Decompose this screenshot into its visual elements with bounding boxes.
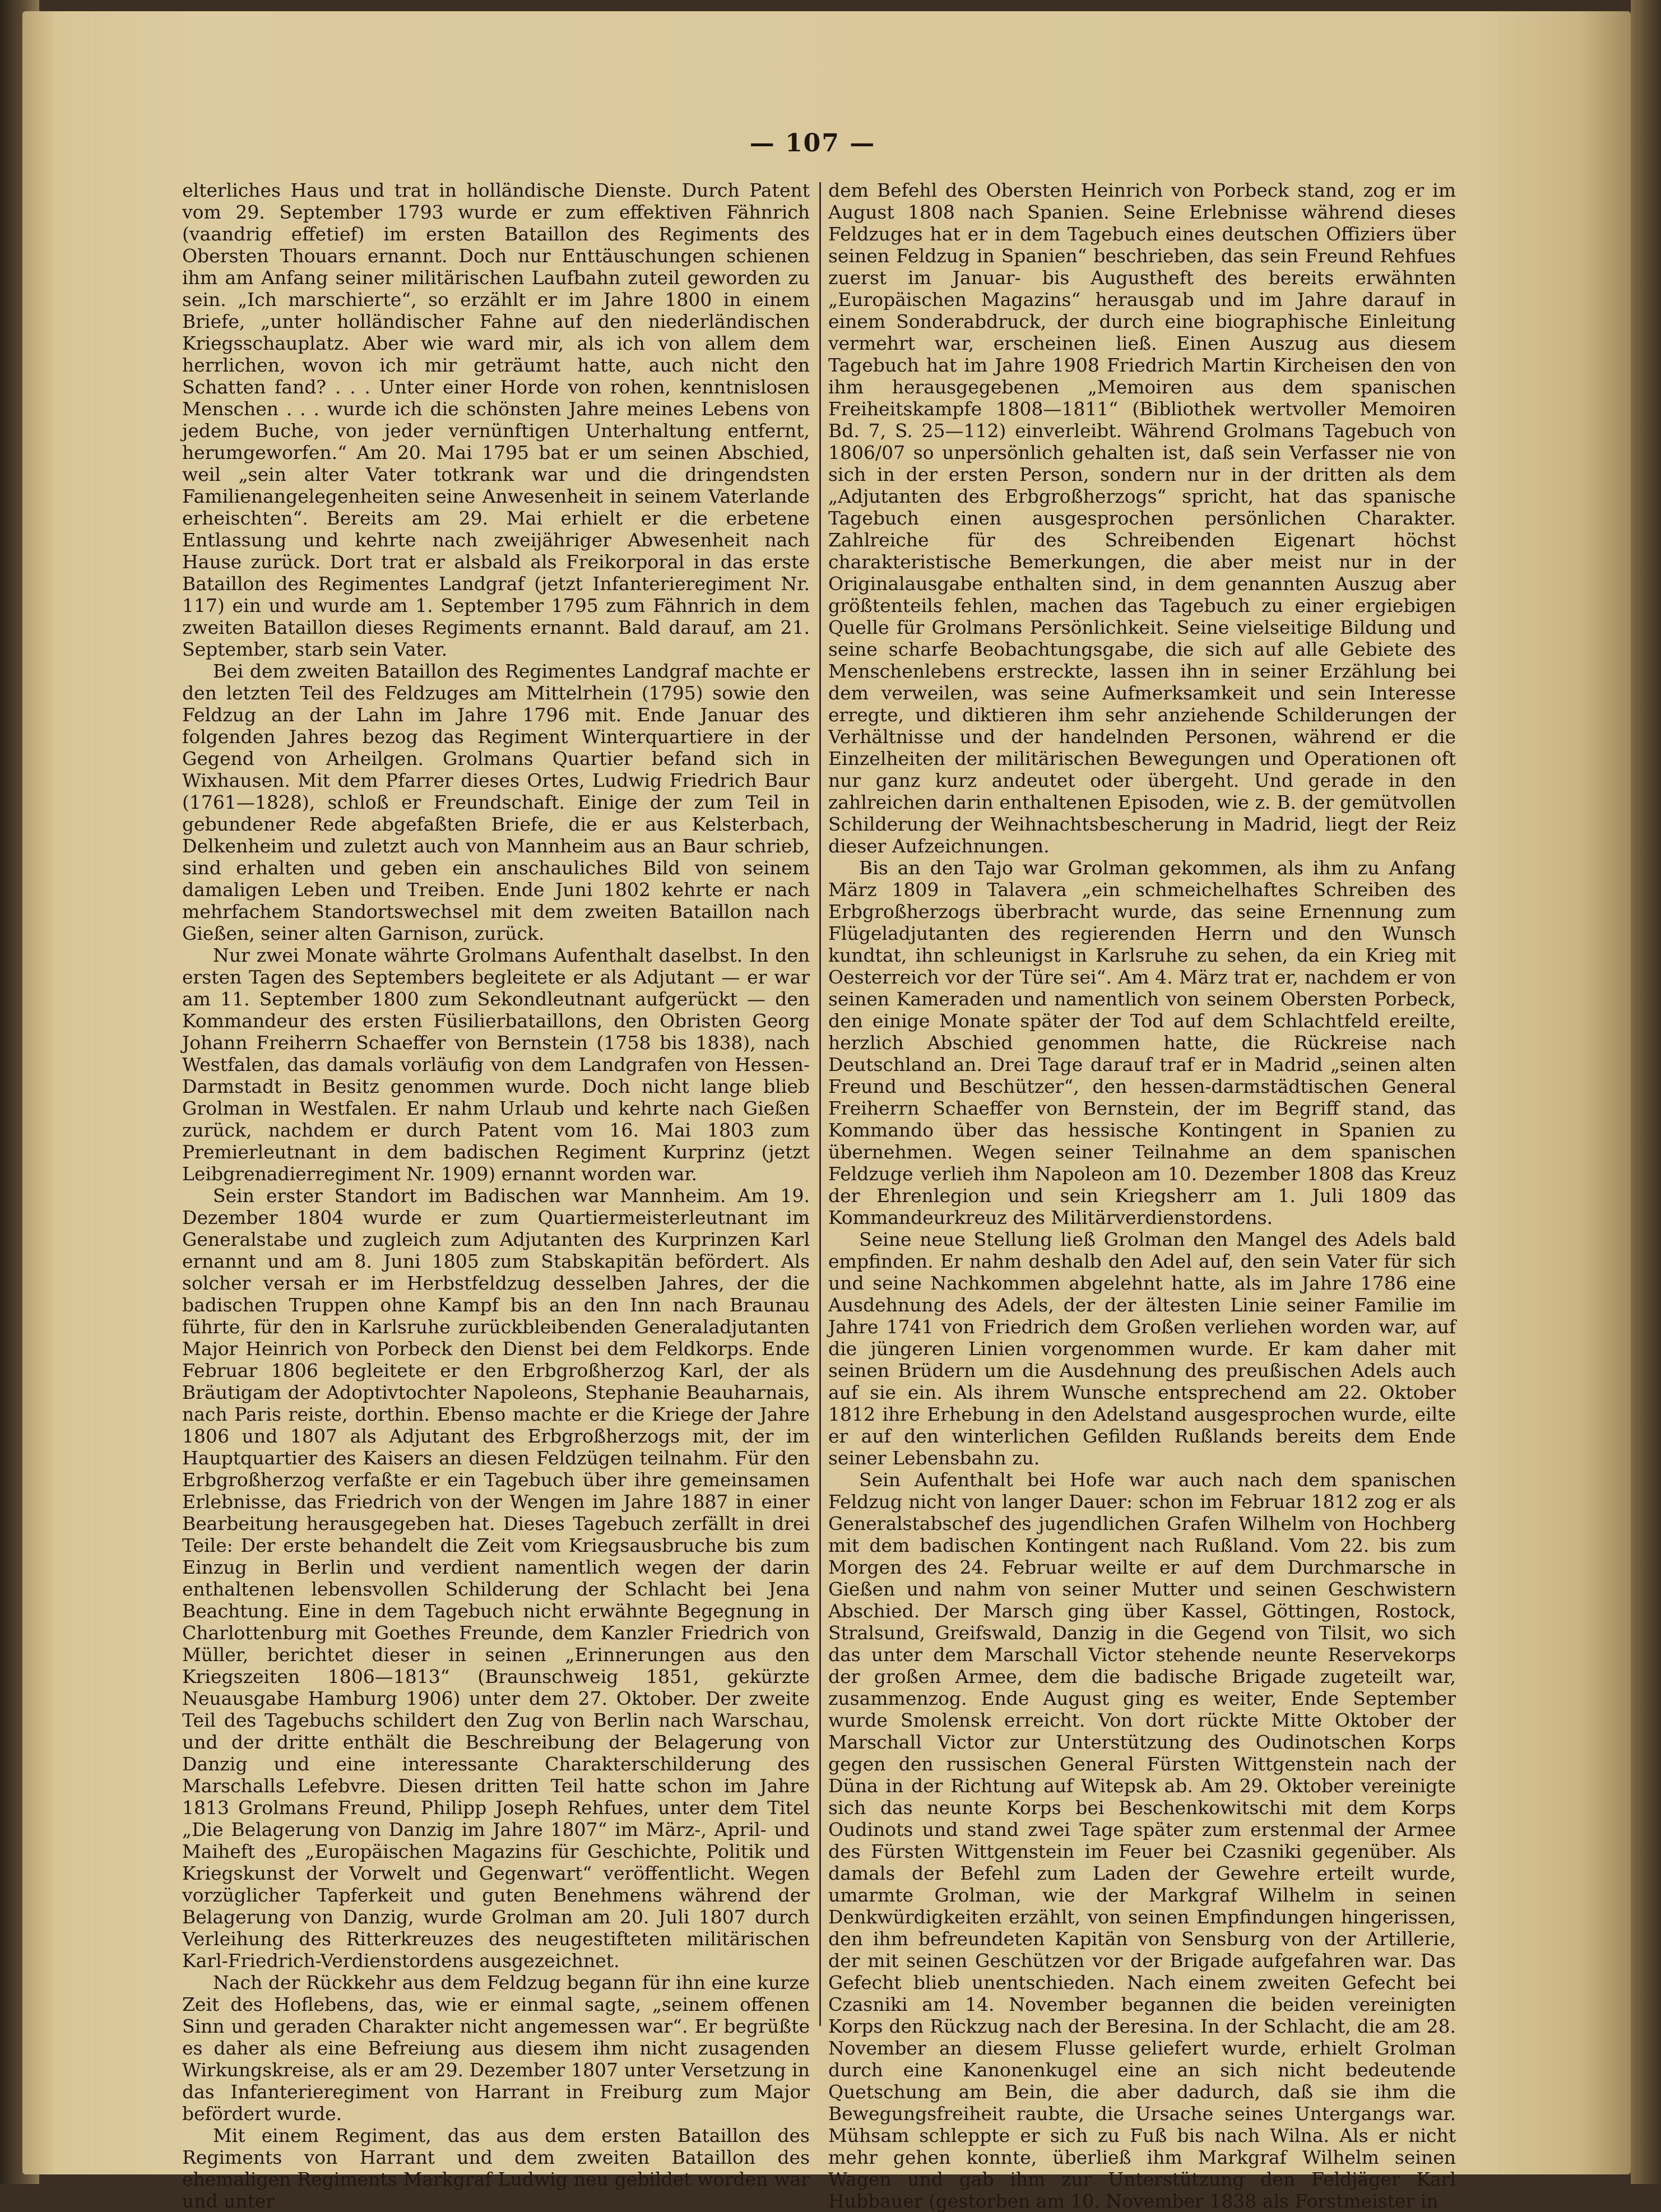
- paragraph: Seine neue Stellung ließ Grolman den Mangel des Adels bald empfinden. Er nahm deshalb den Adel auf, den sein Vater für sich und seine Nachkommen abgelehnt hatte, als im Jahre 1786 eine Ausdehnung des Adels, der der ältesten Linie seiner Familie im Jahre 1741 von Friedrich dem Großen verliehen worden war, auf die jüngeren Linien vorgenommen wurde. Er kam daher mit seinen Brüdern um die Ausdehnung des preußischen Adels auch auf sie ein. Als ihrem Wunsche entsprechend am 22. Oktober 1812 ihre Erhebung in den Adelstand ausgesprochen wurde, eilte er auf den winterlichen Gefilden Rußlands bereits dem Ende seiner Lebensbahn zu.: [828, 1228, 1456, 1469]
- page-number: — 107 —: [749, 129, 876, 157]
- paragraph: Nur zwei Monate währte Grolmans Aufenthalt daselbst. In den ersten Tagen des Septembers begleitete er als Adjutant — er war am 11. September 1800 zum Sekondleutnant aufgerückt — den Kommandeur des ersten Füsilierbataillons, den Obristen Georg Johann Freiherrn Schaeffer von Bernstein (1758 bis 1838), nach Westfalen, das damals vorläufig von dem Landgrafen von Hessen-Darmstadt in Besitz genommen wurde. Doch nicht lange blieb Grolman in Westfalen. Er nahm Urlaub und kehrte nach Gießen zurück, nachdem er durch Patent vom 16. Mai 1803 zum Premierleutnant in dem badischen Regiment Kurprinz (jetzt Leibgrenadierregiment Nr. 1909) ernannt worden war.: [182, 944, 810, 1185]
- paragraph: elterliches Haus und trat in holländische Dienste. Durch Patent vom 29. September 1793 wurde er zum effektiven Fähnrich (vaandrig effetief) im ersten Bataillon des Regiments des Obersten Thouars ernannt. Doch nur Enttäuschungen schienen ihm am Anfang seiner militärischen Laufbahn zuteil geworden zu sein. „Ich marschierte“, so erzählt er im Jahre 1800 in einem Briefe, „unter holländischer Fahne auf den niederländischen Kriegsschauplatz. Aber wie ward mir, als ich von allem dem herrlichen, wovon ich mir geträumt hatte, auch nicht den Schatten fand? . . . Unter einer Horde von rohen, kenntnislosen Menschen . . . wurde ich die schönsten Jahre meines Lebens von jedem Buche, von jeder vernünftigen Unterhaltung entfernt, herumgeworfen.“ Am 20. Mai 1795 bat er um seinen Abschied, weil „sein alter Vater totkrank war und die dringendsten Familienangelegenheiten seine Anwesenheit in seinem Vaterlande erheischten“. Bereits am 29. Mai erhielt er die erbetene Entlassung und kehrte nach zweijähriger Abwesenheit nach Hause zurück. Dort trat er alsbald als Freikorporal in das erste Bataillon des Regimentes Landgraf (jetzt Infanterieregiment Nr. 117) ein und wurde am 1. September 1795 zum Fähnrich in dem zweiten Bataillon dieses Regiments ernannt. Bald darauf, am 21. September, starb sein Vater.: [182, 179, 810, 660]
- paragraph: Sein erster Standort im Badischen war Mannheim. Am 19. Dezember 1804 wurde er zum Quartiermeisterleutnant im Generalstabe und zugleich zum Adjutanten des Kurprinzen Karl ernannt und am 8. Juni 1805 zum Stabskapitän befördert. Als solcher versah er im Herbstfeldzug desselben Jahres, der die badischen Truppen ohne Kampf bis an den Inn nach Braunau führte, für den in Karlsruhe zurückbleibenden Generaladjutanten Major Heinrich von Porbeck den Dienst bei dem Feldkorps. Ende Februar 1806 begleitete er den Erbgroßherzog Karl, der als Bräutigam der Adoptivtochter Napoleons, Stephanie Beauharnais, nach Paris reiste, dorthin. Ebenso machte er die Kriege der Jahre 1806 und 1807 als Adjutant des Erbgroßherzogs mit, der im Hauptquartier des Kaisers an diesen Feldzügen teilnahm. Für den Erbgroßherzog verfaßte er ein Tagebuch über ihre gemeinsamen Erlebnisse, das Friedrich von der Wengen im Jahre 1887 in einer Bearbeitung herausgegeben hat. Dieses Tagebuch zerfällt in drei Teile: Der erste behandelt die Zeit vom Kriegsausbruche bis zum Einzug in Berlin und verdient namentlich wegen der darin enthaltenen lebensvollen Schilderung der Schlacht bei Jena Beachtung. Eine in dem Tagebuch nicht erwähnte Begegnung in Charlottenburg mit Goethes Freunde, dem Kanzler Friedrich von Müller, berichtet dieser in seinen „Erinnerungen aus den Kriegszeiten 1806—1813“ (Braunschweig 1851, gekürzte Neuausgabe Hamburg 1906) unter dem 27. Oktober. Der zweite Teil des Tagebuchs schildert den Zug von Berlin nach Warschau, und der dritte enthält die Beschreibung der Belagerung von Danzig und eine interessante Charakterschilderung des Marschalls Lefebvre. Diesen dritten Teil hatte schon im Jahre 1813 Grolmans Freund, Philipp Joseph Rehfues, unter dem Titel „Die Belagerung von Danzig im Jahre 1807“ im März-, April- und Maiheft des „Europäischen Magazins für Geschichte, Politik und Kriegskunst der Vorwelt und Gegenwart“ veröffentlicht. Wegen vorzüglicher Tapferkeit und guten Benehmens während der Belagerung von Danzig, wurde Grolman am 20. Juli 1807 durch Verleihung des Ritterkreuzes des neugestifteten militärischen Karl-Friedrich-Verdienstordens ausgezeichnet.: [182, 1185, 810, 1972]
- column-divider: [819, 182, 821, 2026]
- paragraph: Bei dem zweiten Bataillon des Regimentes Landgraf machte er den letzten Teil des Feldzuges am Mittelrhein (1795) sowie den Feldzug an der Lahn im Jahre 1796 mit. Ende Januar des folgenden Jahres bezog das Regiment Winterquartiere in der Gegend von Arheilgen. Grolmans Quartier befand sich in Wixhausen. Mit dem Pfarrer dieses Ortes, Ludwig Friedrich Baur (1761—1828), schloß er Freundschaft. Einige der zum Teil in gebundener Rede abgefaßten Briefe, die er aus Kelsterbach, Delkenheim und zuletzt auch von Mannheim aus an Baur schrieb, sind erhalten und geben ein anschauliches Bild von seinem damaligen Leben und Treiben. Ende Juni 1802 kehrte er nach mehrfachem Standortswechsel mit dem zweiten Bataillon nach Gießen, seiner alten Garnison, zurück.: [182, 660, 810, 944]
- paragraph: Bis an den Tajo war Grolman gekommen, als ihm zu Anfang März 1809 in Talavera „ein schmeichelhaftes Schreiben des Erbgroßherzogs überbracht wurde, das seine Ernennung zum Flügeladjutanten des regierenden Herrn und den Wunsch kundtat, ihn schleunigst in Karlsruhe zu sehen, da ein Krieg mit Oesterreich vor der Türe sei“. Am 4. März trat er, nachdem er von seinen Kameraden und namentlich von seinem Obersten Porbeck, den einige Monate später der Tod auf dem Schlachtfeld ereilte, herzlich Abschied genommen hatte, die Rückreise nach Deutschland an. Drei Tage darauf traf er in Madrid „seinen alten Freund und Beschützer“, den hessen-darmstädtischen General Freiherrn Schaeffer von Bernstein, der im Begriff stand, das Kommando über das hessische Kontingent in Spanien zu übernehmen. Wegen seiner Teilnahme an dem spanischen Feldzuge verlieh ihm Napoleon am 10. Dezember 1808 das Kreuz der Ehrenlegion und sein Kriegsherr am 1. Juli 1809 das Kommandeurkreuz des Militärverdienstordens.: [828, 857, 1456, 1228]
- right-column: [828, 179, 1456, 2212]
- left-column: [182, 179, 810, 2212]
- paragraph: Sein Aufenthalt bei Hofe war auch nach dem spanischen Feldzug nicht von langer Dauer: schon im Februar 1812 zog er als Generalstabschef des jugendlichen Grafen Wilhelm von Hochberg mit dem badischen Kontingent nach Rußland. Vom 22. bis zum Morgen des 24. Februar weilte er auf dem Durchmarsche in Gießen und nahm von seiner Mutter und seinen Geschwistern Abschied. Der Marsch ging über Kassel, Göttingen, Rostock, Stralsund, Greifswald, Danzig in die Gegend von Tilsit, wo sich das unter dem Marschall Victor stehende neunte Reservekorps der großen Armee, dem die badische Brigade zugeteilt war, zusammenzog. Ende August ging es weiter, Ende September wurde Smolensk erreicht. Von dort rückte Mitte Oktober der Marschall Victor zur Unterstützung des Oudinotschen Korps gegen den russischen General Fürsten Wittgenstein nach der Düna in der Richtung auf Witepsk ab. Am 29. Oktober vereinigte sich das neunte Korps bei Beschenkowitschi mit dem Korps Oudinots und stand zwei Tage später zum erstenmal der Armee des Fürsten Wittgenstein im Feuer bei Czasniki gegenüber. Als damals der Befehl zum Laden der Gewehre erteilt wurde, umarmte Grolman, wie der Markgraf Wilhelm in seinen Denkwürdigkeiten erzählt, von seinen Empfindungen hingerissen, den ihm befreundeten Kapitän von Sensburg von der Artillerie, der mit seinen Geschützen vor der Brigade aufgefahren war. Das Gefecht blieb unentschieden. Nach einem zweiten Gefecht bei Czasniki am 14. November begannen die beiden vereinigten Korps den Rückzug nach der Beresina. In der Schlacht, die am 28. November an diesem Flusse geliefert wurde, erhielt Grolman durch eine Kanonenkugel eine an sich nicht bedeutende Quetschung am Bein, die aber dadurch, daß sie ihm die Bewegungsfreiheit raubte, die Ursache seines Untergangs war. Mühsam schleppte er sich zu Fuß bis nach Wilna. Als er nicht mehr gehen konnte, überließ ihm Markgraf Wilhelm seinen Wagen und gab ihm zur Unterstützung den Feldjäger Karl Hubbauer (gestorben am 10. November 1838 als Forstmeister in: [828, 1469, 1456, 2212]
- paragraph: Mit einem Regiment, das aus dem ersten Bataillon des Regiments von Harrant und dem zweiten Bataillon des ehemaligen Regiments Markgraf Ludwig neu gebildet worden war und unter: [182, 2125, 810, 2212]
- page-edge: [1631, 0, 1661, 2184]
- paragraph: Nach der Rückkehr aus dem Feldzug begann für ihn eine kurze Zeit des Hoflebens, das, wie er einmal sagte, „seinem offenen Sinn und geraden Charakter nicht angemessen war“. Er begrüßte es daher als eine Befreiung aus diesem ihm nicht zusagenden Wirkungskreise, als er am 29. Dezember 1807 unter Versetzung in das Infanterieregiment von Harrant in Freiburg zum Major befördert wurde.: [182, 1972, 810, 2125]
- paragraph: dem Befehl des Obersten Heinrich von Porbeck stand, zog er im August 1808 nach Spanien. Seine Erlebnisse während dieses Feldzuges hat er in dem Tagebuch eines deutschen Offiziers über seinen Feldzug in Spanien“ beschrieben, das sein Freund Rehfues zuerst im Januar- bis Augustheft des bereits erwähnten „Europäischen Magazins“ herausgab und im Jahre darauf in einem Sonderabdruck, der durch eine biographische Einleitung vermehrt war, erscheinen ließ. Einen Auszug aus diesem Tagebuch hat im Jahre 1908 Friedrich Martin Kircheisen den von ihm herausgegebenen „Memoiren aus dem spanischen Freiheitskampfe 1808—1811“ (Bibliothek wertvoller Memoiren Bd. 7, S. 25—112) einverleibt. Während Grolmans Tagebuch von 1806/07 so unpersönlich gehalten ist, daß sein Verfasser nie von sich in der ersten Person, sondern nur in der dritten als dem „Adjutanten des Erbgroßherzogs“ spricht, hat das spanische Tagebuch einen ausgesprochen persönlichen Charakter. Zahlreiche für des Schreibenden Eigenart höchst charakteristische Bemerkungen, die aber meist nur in der Originalausgabe enthalten sind, in dem genannten Auszug aber größtenteils fehlen, machen das Tagebuch zu einer ergiebigen Quelle für Grolmans Persönlichkeit. Seine vielseitige Bildung und seine scharfe Beobachtungsgabe, die sich auf alle Gebiete des Menschenlebens erstreckte, lassen ihn in seiner Erzählung bei dem verweilen, was seine Aufmerksamkeit und sein Interesse erregte, und diktieren ihm sehr anziehende Schilderungen der Verhältnisse und der handelnden Personen, während er die Einzelheiten der militärischen Bewegungen und Operationen oft nur ganz kurz andeutet oder übergeht. Und gerade in den zahlreichen darin enthaltenen Episoden, wie z. B. der gemütvollen Schilderung der Weihnachtsbescherung in Madrid, liegt der Reiz dieser Aufzeichnungen.: [828, 179, 1456, 857]
